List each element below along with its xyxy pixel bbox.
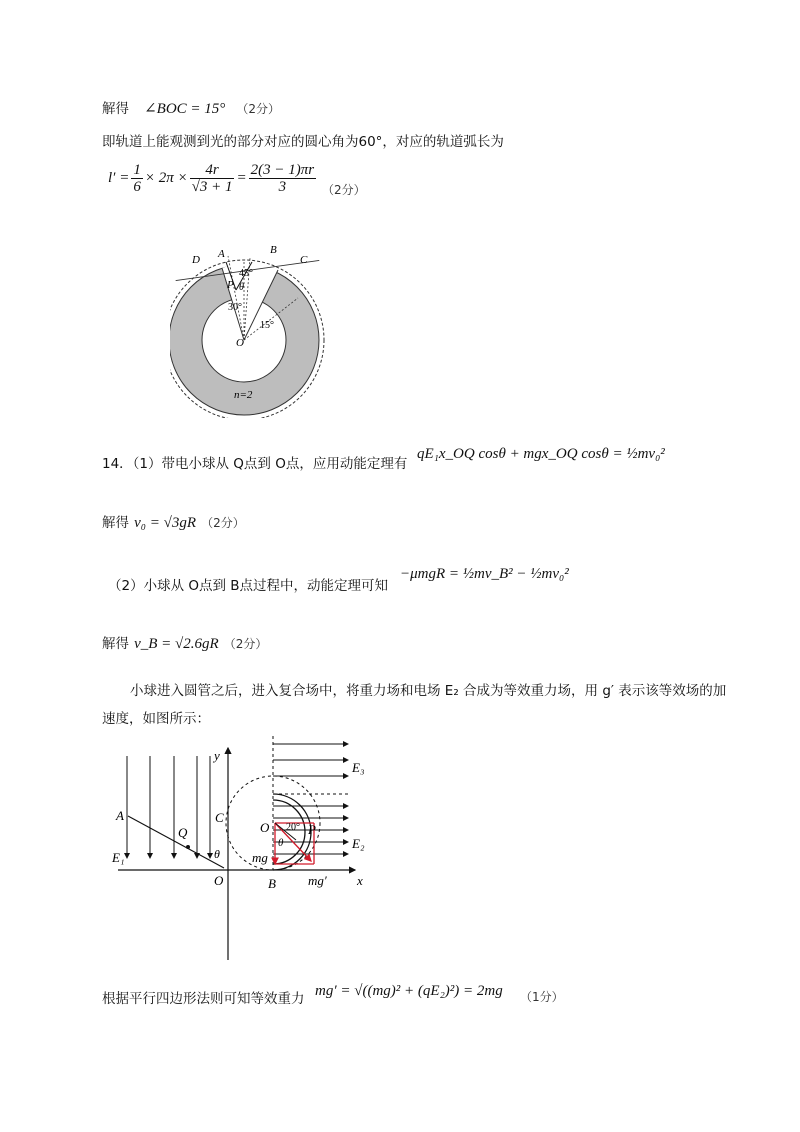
formula-lhs: l′ = <box>108 169 130 186</box>
points-label: （2分） <box>236 102 281 116</box>
label-c: C <box>215 810 224 825</box>
label-o: O <box>236 337 244 349</box>
label-mg: mg <box>252 850 268 865</box>
fraction-4r: $\frac{4r}{√3 + 1}$ <box>191 161 233 195</box>
line-v0-result <box>102 511 245 532</box>
label-b: B <box>270 244 277 256</box>
label-20: 20° <box>286 822 300 833</box>
field-diagram <box>110 730 370 962</box>
label-b: B <box>268 876 276 891</box>
formula-v0: v₀ = √3gR <box>134 515 196 531</box>
label-45: 45° <box>239 268 253 279</box>
formula-boc: ∠BOC = 15° <box>144 101 226 117</box>
label-q: Q <box>178 825 188 840</box>
para-line-2: 速度，如图所示： <box>102 711 210 727</box>
label-solve: 解得 <box>102 101 129 117</box>
q14-part1-text: 14．（1）带电小球从 Q点到 O点，应用动能定理有 <box>102 456 408 472</box>
points-label: （1分） <box>520 990 564 1004</box>
line-vb-result <box>102 632 267 653</box>
label-solve: 解得 <box>102 636 129 652</box>
label-p: P <box>227 279 234 291</box>
formula-kinetic-energy-2: −μmgR = ½mv_B² − ½mv₀² <box>400 566 569 582</box>
formula-effective-gravity: mg′ = √((mg)² + (qE₂)²) = 2mg <box>315 983 503 999</box>
label-theta2: θ <box>278 837 284 849</box>
points-label: （2分） <box>223 637 268 651</box>
fraction-1-6: $\frac{1}{6}$ <box>133 161 141 195</box>
label-y: y <box>214 748 220 763</box>
label-e2: E₂ <box>352 836 365 851</box>
label-o1: O <box>260 820 270 835</box>
formula-vb: v_B = √2.6gR <box>134 636 219 652</box>
label-d: D <box>192 254 200 266</box>
label-theta: θ <box>239 282 244 293</box>
formula-arc-length <box>108 158 366 198</box>
fraction-result: $\frac{2(3 - 1)\pi r}{3}$ <box>250 161 315 195</box>
para-line-1: 小球进入圆管之后，进入复合场中，将重力场和电场 E₂ 合成为等效重力场，用 g′ 表示该等效场的加 <box>130 683 727 699</box>
sqrt-icon: √ <box>191 178 200 195</box>
ring-diagram <box>170 238 330 418</box>
label-p: P <box>308 822 316 837</box>
line-arc-angle: 即轨道上能观测到光的部分对应的圆心角为60°，对应的轨道弧长为 <box>102 134 504 150</box>
label-a: A <box>116 808 124 823</box>
label-15: 15° <box>260 320 274 331</box>
points-label: （2分） <box>201 516 245 530</box>
q14-part2-text: （2）小球从 O点到 B点过程中，动能定理可知 <box>108 578 389 594</box>
label-e3: E₃ <box>352 760 365 775</box>
formula-kinetic-energy-1: qE₁x_OQ cosθ + mgx_OQ cosθ = ½mv₀² <box>417 446 665 462</box>
label-e1: E₁ <box>112 850 125 865</box>
label-c: C <box>300 254 308 266</box>
label-mg-prime: mg′ <box>308 873 327 888</box>
final-line-text: 根据平行四边形法则可知等效重力 <box>102 991 305 1007</box>
label-x: x <box>357 873 363 888</box>
points-label: （2分） <box>322 183 366 197</box>
formula-eq: = <box>236 169 247 186</box>
line-boc-result <box>102 97 280 118</box>
label-a: A <box>218 248 225 260</box>
label-solve: 解得 <box>102 515 129 531</box>
formula-mid: × 2π × <box>144 169 188 186</box>
label-30: 30° <box>228 302 242 313</box>
label-n2: n=2 <box>234 389 253 401</box>
label-o: O <box>214 873 224 888</box>
label-theta: θ <box>214 847 220 861</box>
